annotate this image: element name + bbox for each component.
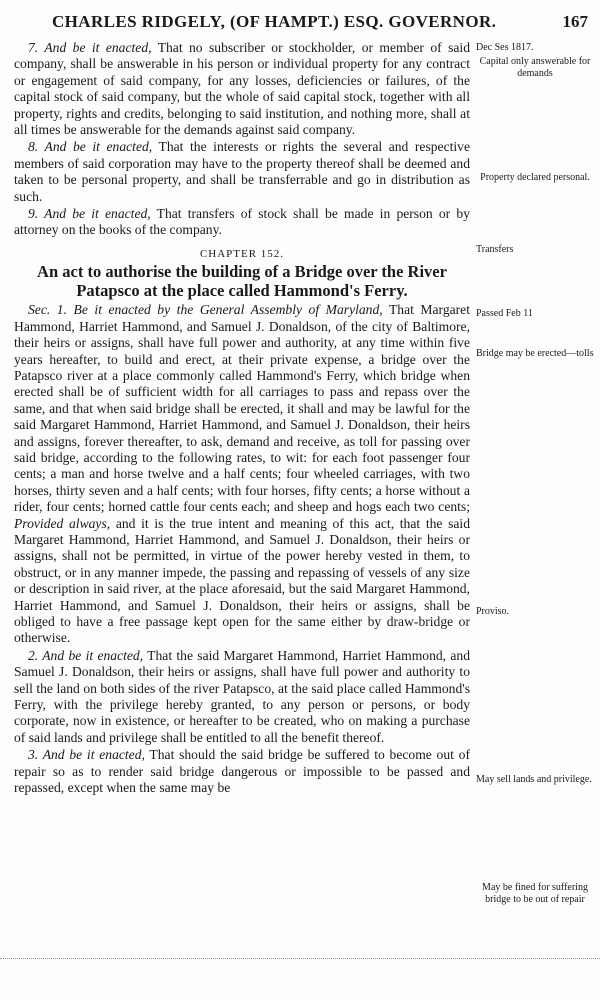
chapter-label: CHAPTER 152.	[199, 247, 285, 260]
margin-note-sell: May sell lands and privilege.	[476, 774, 592, 785]
section-9	[14, 206, 470, 239]
section-lead: 2. And be it enacted,	[28, 647, 144, 663]
page-bottom-rule	[0, 958, 600, 959]
margin-note-session: Dec Ses 1817.	[476, 42, 534, 53]
act-title: An act to authorise the building of a Bridge over the River Patapsco at the place called Hammond's Ferry.	[37, 262, 447, 301]
proviso-phrase: Provided always,	[14, 515, 111, 531]
margin-note-fined: May be fined for suffering bridge to be out of repair	[482, 882, 588, 905]
section-lead: Sec. 1. Be it enacted by the General Assembly of Maryland,	[28, 302, 383, 318]
section-2	[14, 648, 470, 746]
section-text: That transfers of stock shall be made in person or by attorney on the books of the company.	[14, 206, 470, 238]
margin-note-capital: Capital only answerable for demands	[479, 56, 591, 79]
body-text	[14, 40, 470, 797]
margin-note-proviso: Proviso.	[476, 606, 510, 617]
margin-note-bridge: Bridge may be erected—tolls	[476, 348, 594, 359]
section-text: That Margaret Hammond, Harriet Hammond, and Samuel J. Donaldson, of the city of Baltimore, their heirs or assigns, shall have full power and authority, at any time within five years hereafter, to build and erect, at their private expense, a bridge over the Patapsco river at a place commonly called Hammond's Ferry, which bridge when erected shall be of sufficient width for all carriages to pass and repass over the same, and that when said bridge shall be erected, it shall and may be lawful for the said Margaret Hammond, Harriet Hammond, and Samuel J. Donaldson, their heirs and assigns, forever thereafter, to ask, demand and receive, as toll for passing over said bridge, according to the following rates, to wit: for each foot passenger four cents; a man and horse twelve and a half cents; four wheeled carriages, with two horses, thirty seven and a half cents; with four horses, fifty cents; a horse without a rider, four cents; horned cattle four cents each; and sheep and hogs each two cents;	[14, 302, 470, 515]
section-text: That the said Margaret Hammond, Harriet Hammond, and Samuel J. Donaldson, their heirs or assigns, shall have full power and authority to sell the land on both sides of the river Patapsco, at the said place called Hammond's Ferry, with the privilege hereby granted, to any person or persons, or body corporate, now in existence, or hereafter to be created, who on making a purchase of said lands and privilege shall be entitled to all the benefit thereof.	[14, 647, 470, 745]
section-text-continued: and it is the true intent and meaning of this act, that the said Margaret Hammond, Harriet Hammond, and Samuel J. Donaldson, their heirs or assigns, shall not be permitted, in virtue of the power hereby vested in them, to obstruct, or in any manner impede, the passing and repassing of vessels of any size or description in said river, at the place aforesaid, but the said Margaret Hammond, Harriet Hammond, and Samuel J. Donaldson, their heirs or assigns, shall be obliged to have a free passage kept open for the same either by draw-bridge or otherwise.	[14, 515, 470, 646]
section-lead: 7. And be it enacted,	[28, 40, 152, 55]
section-7	[14, 40, 470, 138]
section-text: That no subscriber or stockholder, or member of said company, shall be answerable in his person or individual property for any contract or engagement of said company, for any losses, deficiencies or failures, of the capital stock of said company, but the whole of said capital stock, together with all property, rights and credits, belonging to said institution, and nothing more, shall at all times be answerable for the demands against said company.	[14, 40, 470, 138]
section-text: That the interests or rights the several and respective members of said corporation may have to the property thereof shall be deemed and taken to be personal property, and shall be transferrable and go in distribution as such.	[14, 139, 470, 204]
margin-note-transfers: Transfers	[476, 244, 514, 255]
section-3	[14, 747, 470, 796]
section-lead: 9. And be it enacted,	[28, 206, 151, 222]
page-number: 167	[562, 12, 588, 31]
section-lead: 8. And be it enacted,	[28, 139, 153, 155]
margin-note-property: Property declared personal.	[480, 172, 590, 183]
section-text: That should the said bridge be suffered to become out of repair so as to render said bridge dangerous or impossible to be passed and repassed, except when the same may be	[14, 747, 471, 796]
running-head: CHARLES RIDGELY, (OF HAMPT.) ESQ. GOVERNOR.	[52, 12, 497, 31]
margin-notes	[476, 40, 594, 960]
page-header	[22, 12, 588, 36]
margin-note-passed: Passed Feb 11	[476, 308, 533, 319]
section-8	[14, 139, 470, 205]
section-1	[14, 302, 470, 647]
section-lead: 3. And be it enacted,	[28, 747, 145, 763]
